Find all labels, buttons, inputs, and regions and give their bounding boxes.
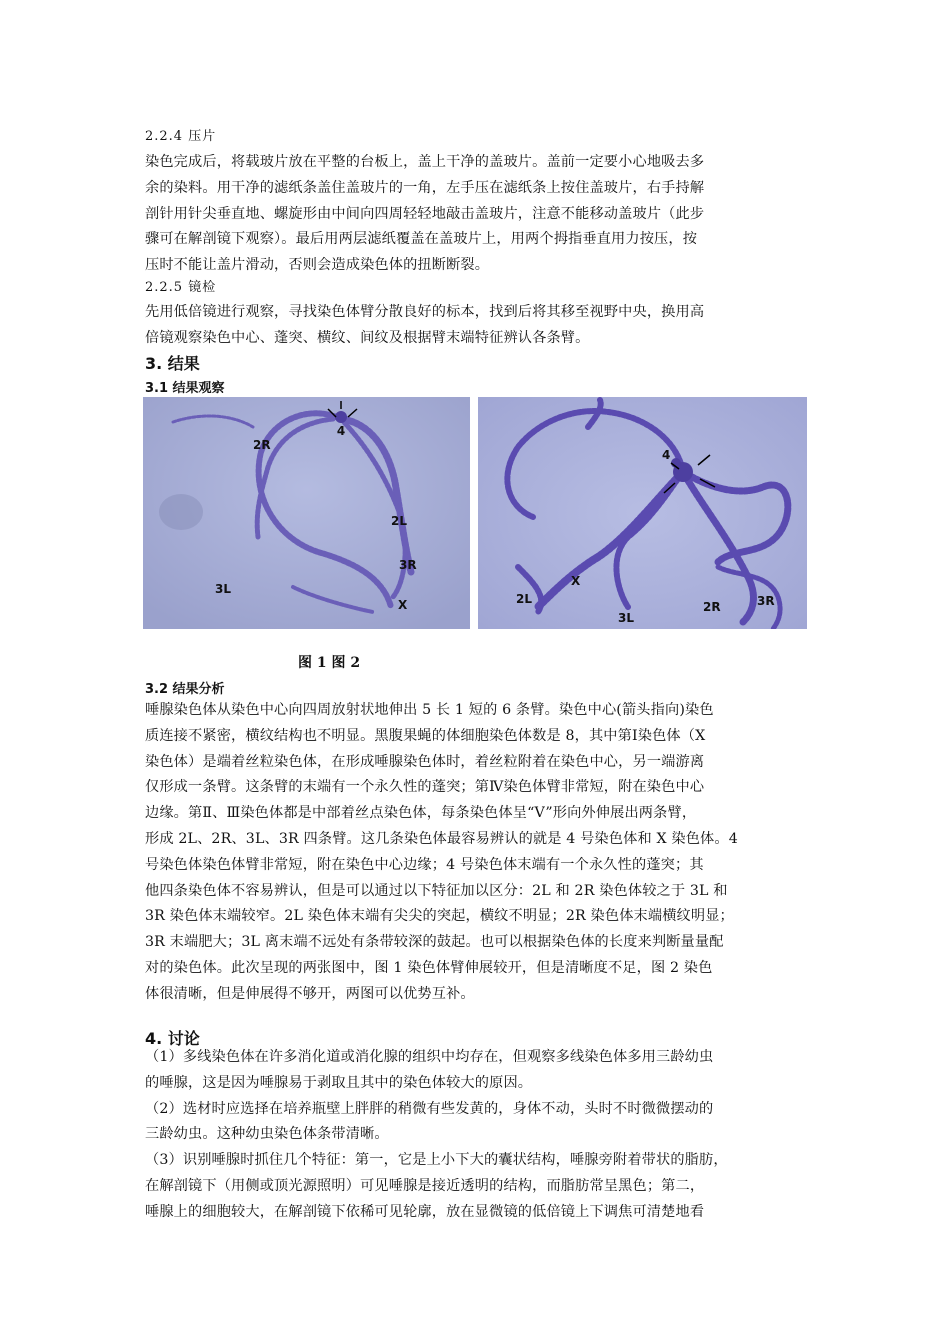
figure-1-label: 2L: [391, 514, 407, 528]
section-3-2-heading: 3.2 结果分析: [145, 682, 225, 697]
text-line: 3R 染色体末端较窄。2L 染色体末端有尖尖的突起，横纹不明显；2R 染色体末端横纹明显；: [145, 908, 734, 925]
figure-1-label: 2R: [253, 438, 271, 452]
section-2-2-4-body: [145, 150, 815, 279]
figure-caption: 图 1 图 2: [298, 655, 361, 671]
figure-2-label: X: [571, 574, 581, 588]
section-2-2-4-heading: 2.2.4 压片: [145, 129, 217, 144]
text-line: （2）选材时应选择在培养瓶壁上胖胖的稍微有些发黄的，身体不动，头时不时微微摆动的: [145, 1100, 714, 1117]
text-line: 边缘。第Ⅱ、Ⅲ染色体都是中部着丝点染色体，每条染色体呈“V”形向外伸展出两条臂，: [145, 805, 697, 822]
text-line: 对的染色体。此次呈现的两张图中，图 1 染色体臂伸展较开，但是清晰度不足，图 2 染色: [145, 959, 713, 976]
text-line: （3）识别唾腺时抓住几个特征：第一，它是上小下大的囊状结构，唾腺旁附着带状的脂肪，: [145, 1152, 728, 1169]
text-line: 的唾腺，这是因为唾腺易于剥取且其中的染色体较大的原因。: [145, 1074, 533, 1091]
text-line: （1）多线染色体在许多消化道或消化腺的组织中均存在，但观察多线染色体多用三龄幼虫: [145, 1049, 714, 1065]
figure-2-label: 3L: [618, 611, 634, 625]
text-line: 在解剖镜下（用侧或顶光源照明）可见唾腺是接近透明的结构，而脂肪常呈黑色；第二，: [145, 1177, 705, 1194]
figure-2-label: 2R: [703, 600, 721, 614]
figure-2-label: 4: [662, 448, 671, 462]
text-line: 体很清晰，但是伸展得不够开，两图可以优势互补。: [145, 985, 475, 1002]
figure-2-image: [478, 397, 807, 629]
section-2-2-5-body: [145, 300, 815, 352]
text-line: 余的染料。用干净的滤纸条盖住盖玻片的一角，左手压在滤纸条上按住盖玻片，右手持解: [145, 179, 705, 196]
text-line: 压时不能让盖片滑动，否则会造成染色体的扭断断裂。: [145, 257, 490, 274]
section-2-2-5-heading: 2.2.5 镜检: [145, 280, 217, 295]
text-line: 染色体）是端着丝粒染色体，在形成唾腺染色体时，着丝粒附着在染色中心，另一端游离: [145, 753, 705, 770]
text-line: 剖针用针尖垂直地、螺旋形由中间向四周轻轻地敲击盖玻片，注意不能移动盖玻片（此步: [145, 205, 705, 222]
text-line: 倍镜观察染色中心、蓬突、横纹、间纹及根据臂末端特征辨认各条臂。: [145, 329, 590, 346]
figure-2-label: 2L: [516, 592, 532, 606]
text-line: 他四条染色体不容易辨认，但是可以通过以下特征加以区分：2L 和 2R 染色体较之于 3L 和: [145, 882, 728, 899]
figure-2-label: 3R: [757, 594, 775, 608]
text-line: 号染色体染色体臂非常短，附在染色中心边缘；4 号染色体末端有一个永久性的蓬突；其: [145, 856, 704, 873]
text-line: 染色完成后，将载玻片放在平整的台板上，盖上干净的盖玻片。盖前一定要小心地吸去多: [145, 154, 705, 170]
text-line: 仅形成一条臂。这条臂的末端有一个永久性的蓬突；第Ⅳ染色体臂非常短，附在染色中心: [145, 779, 705, 796]
text-line: 三龄幼虫。这种幼虫染色体条带清晰。: [145, 1126, 389, 1143]
micrograph-figure-2: [478, 397, 807, 629]
text-line: 唾腺染色体从染色中心向四周放射状地伸出 5 长 1 短的 6 条臂。染色中心(箭头指向)染色: [145, 702, 714, 718]
text-line: 3R 末端肥大；3L 离末端不远处有条带较深的鼓起。也可以根据染色体的长度来判断量量配: [145, 934, 724, 951]
figure-1-label: 3R: [399, 558, 417, 572]
section-3-2-body: [145, 698, 815, 1008]
micrograph-figure-1: [143, 397, 470, 629]
section-3-heading: 3. 结果: [145, 354, 200, 373]
text-line: 唾腺上的细胞较大，在解剖镜下依稀可见轮廓，放在显微镜的低倍镜上下调焦可清楚地看: [145, 1203, 705, 1220]
section-4-body: [145, 1045, 815, 1226]
figure-1-label: 4: [336, 424, 346, 438]
figure-1-label: X: [398, 598, 408, 612]
section-4-heading: 4. 讨论: [145, 1029, 200, 1048]
text-line: 骤可在解剖镜下观察）。最后用两层滤纸覆盖在盖玻片上，用两个拇指垂直用力按压，按: [145, 231, 698, 248]
figure-1-label: 3L: [215, 582, 231, 596]
text-line: 质连接不紧密，横纹结构也不明显。黑腹果蝇的体细胞染色体数是 8，其中第Ⅰ染色体（X: [145, 727, 706, 744]
section-3-1-heading: 3.1 结果观察: [145, 381, 225, 396]
figure-1-image: [143, 397, 470, 629]
text-line: 先用低倍镜进行观察，寻找染色体臂分散良好的标本，找到后将其移至视野中央，换用高: [145, 304, 705, 320]
text-line: 形成 2L、2R、3L、3R 四条臂。这几条染色体最容易辨认的就是 4 号染色体和 X 染色体。4: [145, 830, 738, 847]
